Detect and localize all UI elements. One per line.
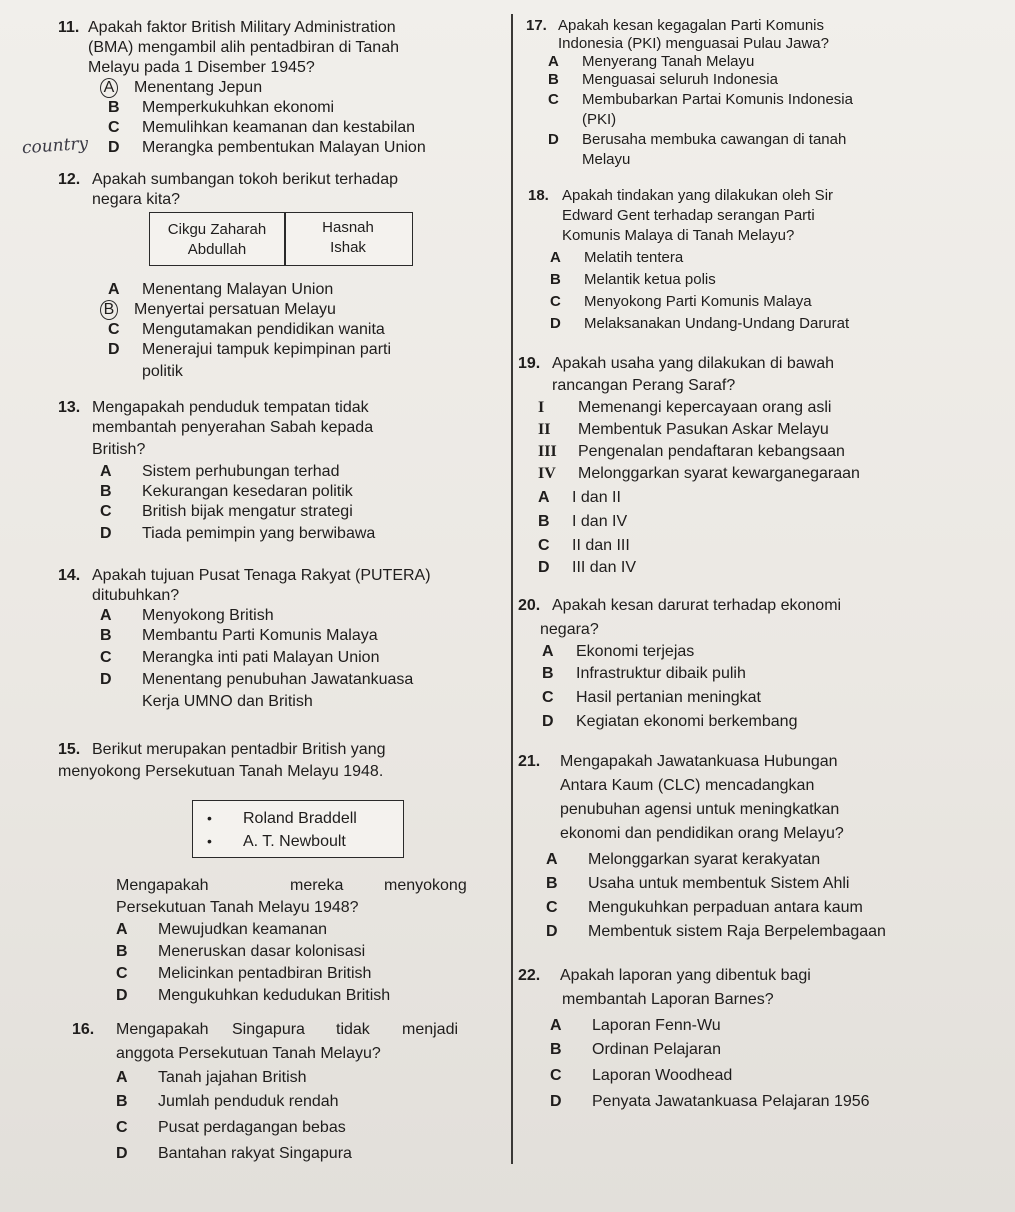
- q22-option-b[interactable]: B Ordinan Pelajaran: [550, 1041, 721, 1058]
- q17-option-a[interactable]: A Menyerang Tanah Melayu: [548, 53, 755, 70]
- handwritten-note: country: [21, 133, 89, 159]
- q15-question-word-2: mereka: [290, 877, 344, 894]
- q11-stem-line-1: 11. Apakah faktor British Military Administration: [58, 19, 396, 36]
- q14-option-c[interactable]: C Merangka inti pati Malayan Union: [100, 649, 380, 666]
- q19-option-b[interactable]: B I dan IV: [538, 513, 628, 530]
- q19-option-a[interactable]: A I dan II: [538, 489, 621, 506]
- q15-option-b[interactable]: B Meneruskan dasar kolonisasi: [116, 943, 366, 960]
- table-cell-1-line-1: Cikgu Zaharah: [167, 221, 267, 238]
- q18-stem-line-1: 18. Apakah tindakan yang dilakukan oleh Sir: [528, 187, 834, 204]
- q19-option-d[interactable]: D III dan IV: [538, 559, 637, 576]
- q16-word-3: tidak: [336, 1021, 370, 1038]
- q19-number: 19.: [518, 355, 541, 372]
- q22-option-a[interactable]: A Laporan Fenn-Wu: [550, 1017, 721, 1034]
- bullet-icon: •: [207, 833, 212, 849]
- q22-stem-line-1: 22. Apakah laporan yang dibentuk bagi: [518, 967, 811, 984]
- q12-option-c[interactable]: C Mengutamakan pendidikan wanita: [108, 321, 385, 338]
- q13-stem-line-1: 13. Mengapakah penduduk tempatan tidak: [58, 399, 369, 416]
- q20-option-a[interactable]: A Ekonomi terjejas: [542, 643, 695, 660]
- q15-option-c[interactable]: C Melicinkan pentadbiran British: [116, 965, 372, 982]
- q11-option-a[interactable]: A Menentang Jepun: [104, 78, 262, 98]
- q13-option-d[interactable]: D Tiada pemimpin yang berwibawa: [100, 525, 376, 542]
- q17-stem-line-2: Indonesia (PKI) menguasai Pulau Jawa?: [558, 35, 829, 52]
- q13-option-a[interactable]: A Sistem perhubungan terhad: [100, 463, 340, 480]
- list-item: • A. T. Newboult: [207, 833, 346, 850]
- q20-option-d[interactable]: D Kegiatan ekonomi berkembang: [542, 713, 798, 730]
- q17-option-c[interactable]: C Membubarkan Partai Komunis Indonesia: [548, 91, 853, 108]
- q15-number: 15.: [58, 741, 81, 758]
- q21-option-c[interactable]: C Mengukuhkan perpaduan antara kaum: [546, 899, 863, 916]
- q17-option-b[interactable]: B Menguasai seluruh Indonesia: [548, 71, 778, 88]
- q21-stem-line-2: Antara Kaum (CLC) mencadangkan: [560, 777, 815, 794]
- q15-figure-list: [192, 800, 404, 858]
- q14-option-d-cont: Kerja UMNO dan British: [142, 693, 313, 710]
- q16-stem-line-2: anggota Persekutuan Tanah Melayu?: [116, 1045, 381, 1062]
- q12-figure-table: [149, 212, 413, 266]
- q12-option-d-cont: politik: [142, 363, 183, 380]
- q22-stem-line-2: membantah Laporan Barnes?: [562, 991, 774, 1008]
- q11-option-b[interactable]: B Memperkukuhkan ekonomi: [108, 99, 335, 116]
- q11-number: 11.: [58, 19, 80, 36]
- q21-option-d[interactable]: D Membentuk sistem Raja Berpelembagaan: [546, 923, 886, 940]
- q15-option-d[interactable]: D Mengukuhkan kedudukan British: [116, 987, 391, 1004]
- q22-option-c[interactable]: C Laporan Woodhead: [550, 1067, 733, 1084]
- q11-stem-line-3: Melayu pada 1 Disember 1945?: [88, 59, 315, 76]
- q16-option-d[interactable]: D Bantahan rakyat Singapura: [116, 1145, 352, 1162]
- q12-number: 12.: [58, 171, 81, 188]
- q18-option-a[interactable]: A Melatih tentera: [550, 249, 684, 266]
- q18-number: 18.: [528, 187, 549, 204]
- q16-word-1: Mengapakah: [116, 1021, 209, 1038]
- table-cell-2-line-2: Ishak: [330, 239, 366, 256]
- q16-word-2: Singapura: [232, 1021, 305, 1038]
- q21-number: 21.: [518, 753, 541, 770]
- q15-stem-line-1: 15. Berikut merupakan pentadbir British yang: [58, 741, 386, 758]
- q21-stem-line-1: 21. Mengapakah Jawatankuasa Hubungan: [518, 753, 838, 770]
- q19-statement-1: I Memenangi kepercayaan orang asli: [538, 399, 832, 416]
- q18-option-c[interactable]: C Menyokong Parti Komunis Malaya: [550, 293, 812, 310]
- q13-stem-line-3: British?: [92, 441, 146, 458]
- q16-option-c[interactable]: C Pusat perdagangan bebas: [116, 1119, 346, 1136]
- q18-option-b[interactable]: B Melantik ketua polis: [550, 271, 716, 288]
- q12-option-d[interactable]: D Menerajui tampuk kepimpinan parti: [108, 341, 392, 358]
- selected-answer-circle: A: [100, 78, 118, 98]
- q19-stem-line-1: 19. Apakah usaha yang dilakukan di bawah: [518, 355, 834, 372]
- q13-option-c[interactable]: C British bijak mengatur strategi: [100, 503, 353, 520]
- q12-option-b[interactable]: B Menyertai persatuan Melayu: [104, 300, 336, 320]
- q12-option-a[interactable]: A Menentang Malayan Union: [108, 281, 334, 298]
- bullet-icon: •: [207, 810, 212, 826]
- q19-option-c[interactable]: C II dan III: [538, 537, 630, 554]
- table-cell-1-line-2: Abdullah: [187, 241, 247, 258]
- q14-option-b[interactable]: B Membantu Parti Komunis Malaya: [100, 627, 378, 644]
- q15-question-word-1: Mengapakah: [116, 877, 209, 894]
- q11-option-c[interactable]: C Memulihkan keamanan dan kestabilan: [108, 119, 416, 136]
- table-cell-2-line-1: Hasnah: [322, 219, 374, 236]
- q15-question-line-2: Persekutuan Tanah Melayu 1948?: [116, 899, 359, 916]
- q21-option-a[interactable]: A Melonggarkan syarat kerakyatan: [546, 851, 821, 868]
- q20-option-c[interactable]: C Hasil pertanian meningkat: [542, 689, 761, 706]
- q14-stem-line-1: 14. Apakah tujuan Pusat Tenaga Rakyat (PUTERA): [58, 567, 431, 584]
- q17-stem-line-1: 17. Apakah kesan kegagalan Parti Komunis: [526, 17, 825, 34]
- q11-stem-line-2: (BMA) mengambil alih pentadbiran di Tanah: [88, 39, 399, 56]
- selected-answer-circle: B: [100, 300, 118, 320]
- list-item: • Roland Braddell: [207, 810, 357, 827]
- q14-number: 14.: [58, 567, 81, 584]
- q20-option-b[interactable]: B Infrastruktur dibaik pulih: [542, 665, 746, 682]
- q11-option-d[interactable]: D Merangka pembentukan Malayan Union: [108, 139, 426, 156]
- q16-word-4: menjadi: [402, 1021, 459, 1038]
- q20-number: 20.: [518, 597, 541, 614]
- q19-statement-2: II Membentuk Pasukan Askar Melayu: [538, 421, 829, 438]
- q20-stem-line-1: 20. Apakah kesan darurat terhadap ekonomi: [518, 597, 842, 614]
- q17-option-c-cont: (PKI): [582, 111, 617, 128]
- q22-option-d[interactable]: D Penyata Jawatankuasa Pelajaran 1956: [550, 1093, 870, 1110]
- q13-number: 13.: [58, 399, 81, 416]
- q15-option-a[interactable]: A Mewujudkan keamanan: [116, 921, 327, 938]
- q16-option-b[interactable]: B Jumlah penduduk rendah: [116, 1093, 339, 1110]
- q21-option-b[interactable]: B Usaha untuk membentuk Sistem Ahli: [546, 875, 850, 892]
- q19-stem-line-2: rancangan Perang Saraf?: [552, 377, 736, 394]
- q21-stem-line-3: penubuhan agensi untuk meningkatkan: [560, 801, 840, 818]
- q20-stem-line-2: negara?: [540, 621, 599, 638]
- q18-stem-line-2: Edward Gent terhadap serangan Parti: [562, 207, 815, 224]
- q15-stem-line-2: menyokong Persekutuan Tanah Melayu 1948.: [58, 763, 384, 780]
- q15-question-word-3: menyokong: [384, 877, 467, 894]
- q17-option-d-cont: Melayu: [582, 151, 631, 168]
- q17-option-d[interactable]: D Berusaha membuka cawangan di tanah: [548, 131, 847, 148]
- q13-option-b[interactable]: B Kekurangan kesedaran politik: [100, 483, 353, 500]
- q17-number: 17.: [526, 17, 547, 34]
- q21-stem-line-4: ekonomi dan pendidikan orang Melayu?: [560, 825, 844, 842]
- q16-option-a[interactable]: A Tanah jajahan British: [116, 1069, 307, 1086]
- q14-stem-line-2: ditubuhkan?: [92, 587, 180, 604]
- column-divider: [511, 14, 513, 1164]
- q16-number: 16.: [72, 1021, 95, 1038]
- q19-statement-3: III Pengenalan pendaftaran kebangsaan: [538, 443, 845, 460]
- q12-stem-line-1: 12. Apakah sumbangan tokoh berikut terhadap: [58, 171, 398, 188]
- q13-stem-line-2: membantah penyerahan Sabah kepada: [92, 419, 374, 436]
- q14-option-d[interactable]: D Menentang penubuhan Jawatankuasa: [100, 671, 414, 688]
- q14-option-a[interactable]: A Menyokong British: [100, 607, 274, 624]
- q18-stem-line-3: Komunis Malaya di Tanah Melayu?: [562, 227, 795, 244]
- q18-option-d[interactable]: D Melaksanakan Undang-Undang Darurat: [550, 315, 850, 332]
- q22-number: 22.: [518, 967, 541, 984]
- q19-statement-4: IV Melonggarkan syarat kewarganegaraan: [538, 465, 860, 482]
- q12-stem-line-2: negara kita?: [92, 191, 181, 208]
